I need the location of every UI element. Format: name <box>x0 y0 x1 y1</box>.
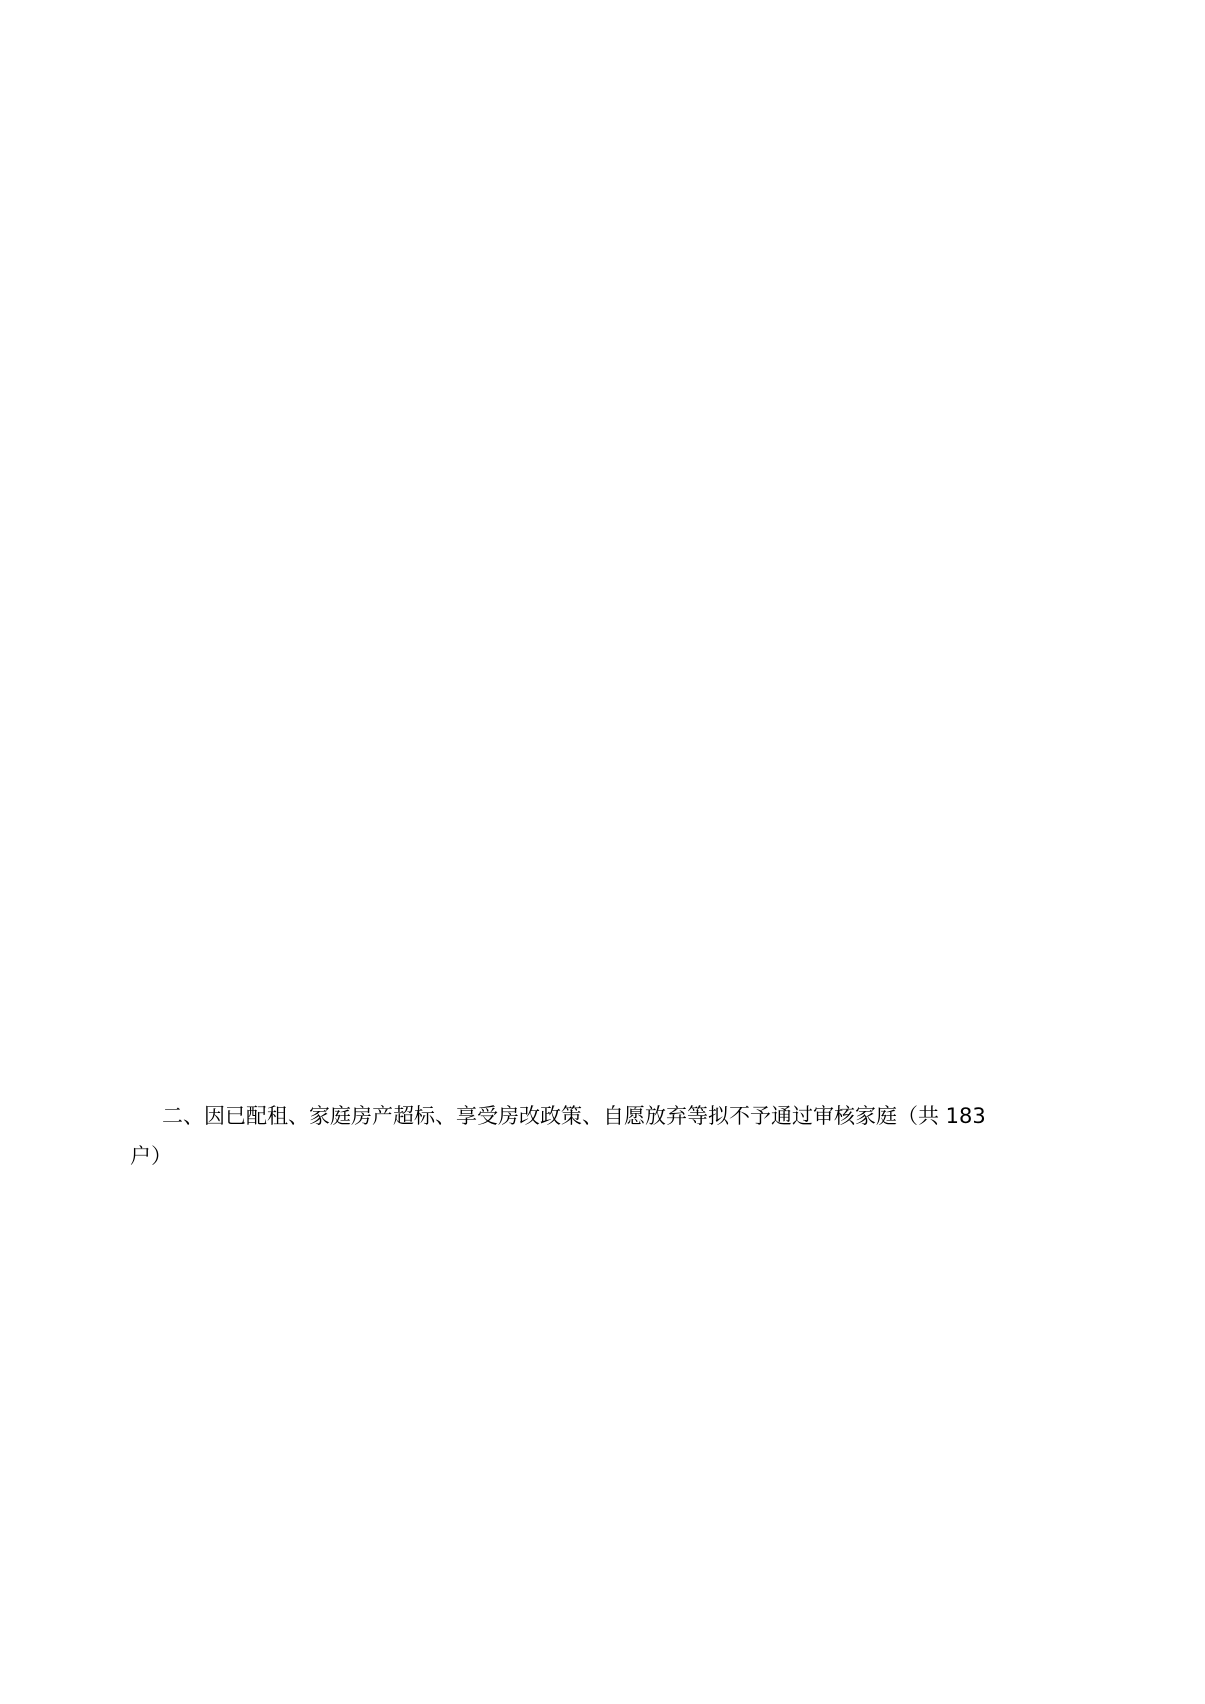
section-2-title-cont: 户） <box>130 1144 172 1168</box>
section-2-title: 二、因已配租、家庭房产超标、享受房改政策、自愿放弃等拟不予通过审核家庭（共 183 <box>162 1104 986 1128</box>
section-2-heading <box>132 1096 1052 1176</box>
